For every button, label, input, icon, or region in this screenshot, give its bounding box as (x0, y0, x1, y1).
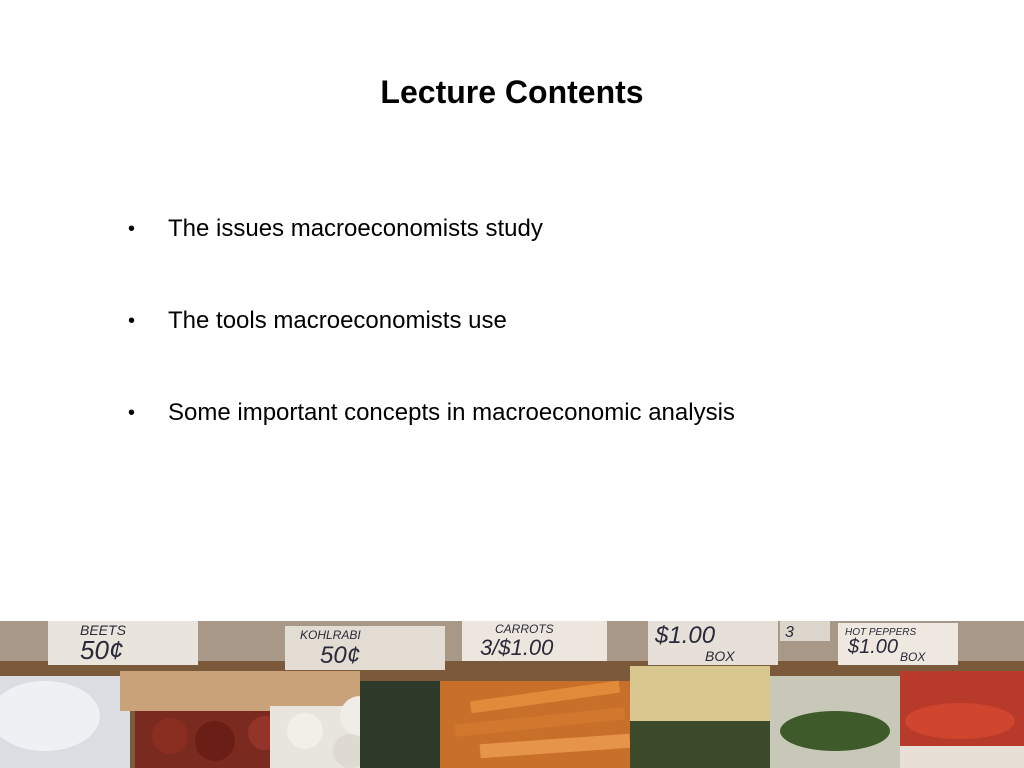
bullet-list (128, 212, 735, 488)
bullet-item (128, 304, 735, 396)
price-sign (462, 621, 607, 661)
price-sign (780, 621, 830, 641)
svg-text:HOT PEPPERS: HOT PEPPERS (845, 627, 917, 638)
market-produce-photo (0, 621, 1024, 768)
svg-text:BOX: BOX (900, 650, 926, 664)
svg-text:50¢: 50¢ (80, 635, 124, 665)
svg-text:KOHLRABI: KOHLRABI (300, 628, 361, 642)
slide-title: Lecture Contents (380, 74, 644, 110)
bullet-icon: • (128, 402, 136, 424)
price-sign (48, 621, 198, 665)
price-sign (285, 626, 445, 670)
bullet-item (128, 396, 735, 488)
svg-text:50¢: 50¢ (320, 642, 361, 669)
price-sign (838, 623, 958, 665)
svg-text:3: 3 (785, 624, 794, 641)
svg-text:BOX: BOX (705, 648, 735, 664)
svg-text:3/$1.00: 3/$1.00 (480, 635, 554, 660)
bullet-text: Some important concepts in macroeconomic analysis (168, 399, 735, 426)
svg-text:$1.00: $1.00 (655, 622, 716, 649)
svg-text:BEETS: BEETS (80, 622, 126, 638)
svg-text:$1.00: $1.00 (848, 636, 899, 658)
bullet-icon: • (128, 310, 136, 332)
bullet-text: The tools macroeconomists use (168, 307, 507, 334)
svg-text:CARROTS: CARROTS (495, 622, 554, 636)
bullet-item (128, 212, 735, 304)
bullet-text: The issues macroeconomists study (168, 215, 543, 242)
price-sign (648, 621, 778, 665)
bullet-icon: • (128, 218, 136, 240)
